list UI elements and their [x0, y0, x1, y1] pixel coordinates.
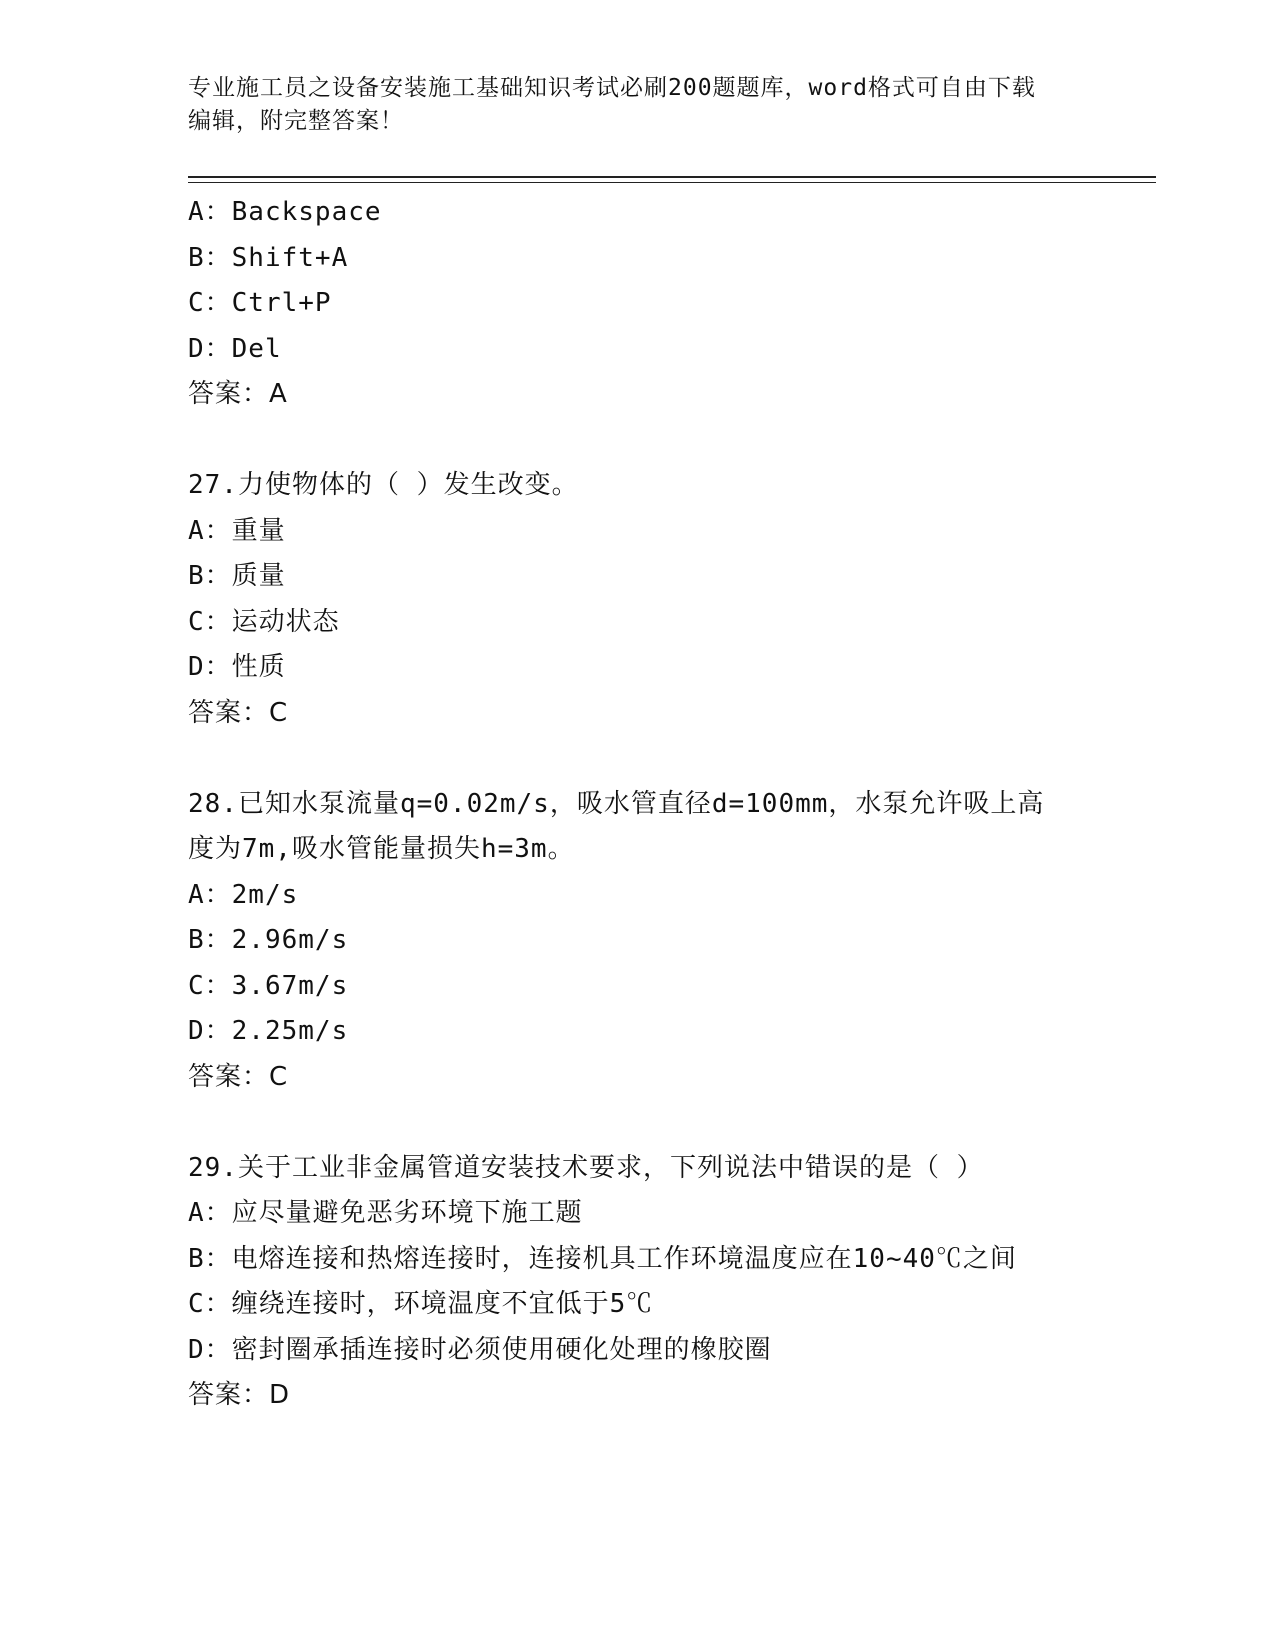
option-b: B：电熔连接和热熔连接时，连接机具工作环境温度应在10~40℃之间: [188, 1243, 1017, 1274]
question-list: [188, 190, 1156, 1419]
option-a: A：Backspace: [188, 197, 382, 227]
question-28: [188, 782, 1156, 1101]
option-b: B：质量: [188, 561, 286, 591]
option-b: B：Shift+A: [188, 242, 349, 273]
option-c: C：运动状态: [188, 606, 340, 637]
option-c: C：缠绕连接时，环境温度不宜低于5℃: [188, 1289, 654, 1319]
question-stem: 29.关于工业非金属管道安装技术要求，下列说法中错误的是（ ）: [188, 1152, 984, 1183]
spacer: [188, 418, 1156, 464]
answer: 答案：C: [188, 697, 289, 728]
answer: 答案：A: [188, 379, 288, 409]
option-c: C：3.67m/s: [188, 970, 349, 1001]
spacer: [188, 1100, 1156, 1146]
question-29: [188, 1146, 1156, 1419]
document-header: [188, 72, 1088, 138]
spacer: [188, 736, 1156, 782]
header-divider-thin: [188, 182, 1156, 183]
question-26-partial: [188, 190, 1156, 418]
option-d: D：2.25m/s: [188, 1016, 349, 1046]
option-a: A：重量: [188, 515, 286, 546]
question-27: [188, 463, 1156, 736]
header-title-line-2: 编辑，附完整答案！: [188, 108, 404, 134]
question-stem: 27.力使物体的（ ）发生改变。: [188, 470, 579, 500]
option-d: D：性质: [188, 652, 286, 682]
option-d: D：Del: [188, 333, 282, 364]
question-stem-line-2: 度为7m,吸水管能量损失h=3m。: [188, 834, 575, 864]
question-stem-line-1: 28.已知水泵流量q=0.02m/s，吸水管直径d=100mm，水泵允许吸上高: [188, 788, 1045, 819]
option-d: D：密封圈承插连接时必须使用硬化处理的橡胶圈: [188, 1334, 772, 1365]
option-b: B：2.96m/s: [188, 925, 349, 955]
answer: 答案：C: [188, 1061, 289, 1092]
option-c: C：Ctrl+P: [188, 288, 332, 318]
header-title-line-1: 专业施工员之设备安装施工基础知识考试必刷200题题库，word格式可自由下载: [188, 75, 1036, 101]
answer: 答案：D: [188, 1380, 291, 1410]
option-a: A：应尽量避免恶劣环境下施工题: [188, 1198, 583, 1228]
option-a: A：2m/s: [188, 879, 299, 910]
header-divider-thick: [188, 176, 1156, 178]
